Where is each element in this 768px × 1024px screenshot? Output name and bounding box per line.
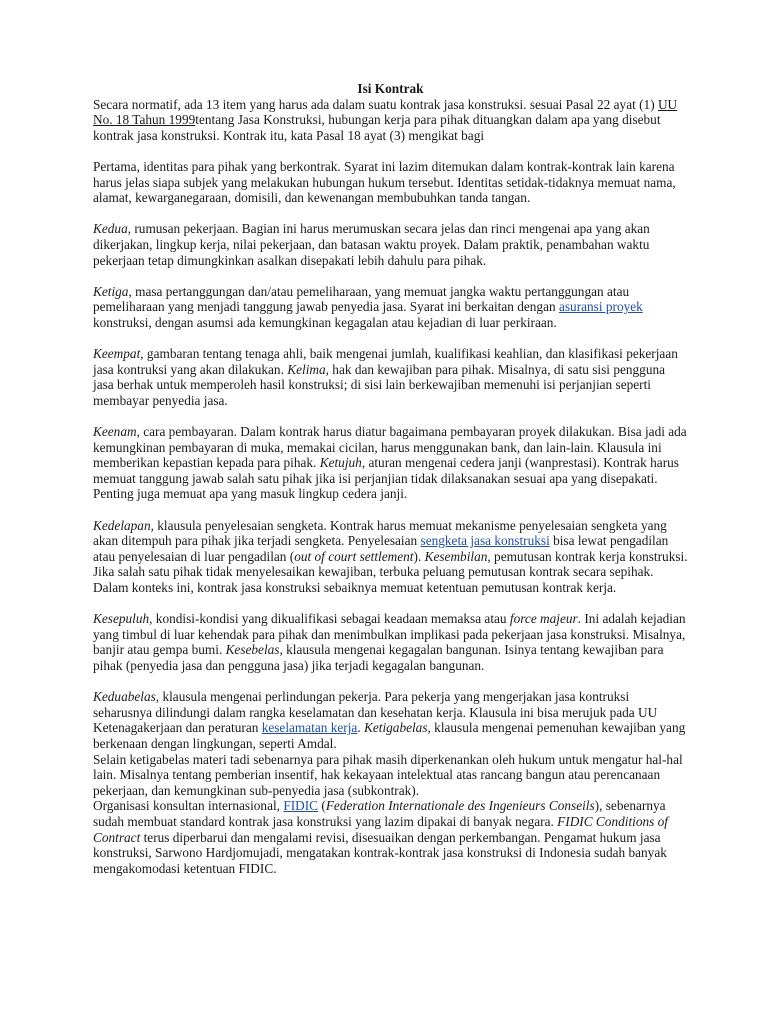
keselamatan-kerja-link[interactable]: keselamatan kerja <box>261 720 358 736</box>
paragraph-selain: Selain ketigabelas materi tadi sebenarnya para pihak masih diperkenankan oleh hukum untuk mengatur hal-hal lain. Misalnya tentang pemberian insentif, hak kekayaan intelektual atas rancang bangun atau perencanaan pekerjaan, dan kemungkinan sub-penyedia jasa (subkontrak). <box>93 751 683 798</box>
paragraph-ketiga: Ketiga, masa pertanggungan dan/atau pemeliharaan, yang memuat jangka waktu pertanggungan atau pemeliharaan yang menjadi tanggung jawab penyedia jasa. Syarat ini berkaitan dengan asuransi proyek konstruksi, dengan asumsi ada kemungkinan kegagalan atau kejadian di luar perkiraan. <box>93 283 643 330</box>
asuransi-proyek-link[interactable]: asuransi proyek <box>558 299 643 315</box>
paragraph-keempat: Keempat, gambaran tentang tenaga ahli, baik mengenai jumlah, kualifikasi keahlian, dan klasifikasi pekerjaan jasa kontruksi yang akan dilakukan. Kelima, hak dan kewajiban para pihak. Misalnya, di satu sisi pengguna jasa berhak untuk memperoleh hasil konstruksi; di sisi lain berkewajiban memenuhi isi perjanjian seperti membayar penyedia jasa. <box>93 346 678 408</box>
fidic-link[interactable]: FIDIC <box>283 798 319 814</box>
intro-paragraph: Secara normatif, ada 13 item yang harus ada dalam suatu kontrak jasa konstruksi. sesuai Pasal 22 ayat (1) UU No. 18 Tahun 1999tentang Jasa Konstruksi, hubungan kerja para pihak dituangkan dalam apa yang disebut kontrak jasa konstruksi. Kontrak itu, kata Pasal 18 ayat (3) mengikat bagi <box>93 96 678 143</box>
paragraph-keenam: Keenam, cara pembayaran. Dalam kontrak harus diatur bagaimana pembayaran proyek dilakukan. Bisa jadi ada kemungkinan pembayaran di muka, memakai cicilan, harus menggunakan bank, dan lain-lain. Klausula ini memberikan kepastian kepada para pihak. Ketujuh, aturan mengenai cedera janji (wanprestasi). Kontrak harus memuat tanggung jawab salah satu pihak jika isi perjanjian tidak dilaksanakan sesuai apa yang disepakati. Penting juga memuat apa yang masuk lingkup cedera janji. <box>93 424 687 502</box>
paragraph-pertama: Pertama, identitas para pihak yang berkontrak. Syarat ini lazim ditemukan dalam kontrak-kontrak lain karena harus jelas siapa subjek yang melakukan hubungan hukum tersebut. Identitas setidak-tidaknya memuat nama, alamat, kewarganegaraan, domisili, dan kewenangan membubuhkan tanda tangan. <box>93 158 676 206</box>
paragraph-kedua: Kedua, rumusan pekerjaan. Bagian ini harus merumuskan secara jelas dan rinci mengenai apa yang akan dikerjakan, lingkup kerja, nilai pekerjaan, dan batasan waktu proyek. Dalam praktik, penambahan waktu pekerjaan tetap dimungkinkan asalkan disepakati lebih dahulu para pihak. <box>93 221 650 268</box>
paragraph-fidic: Organisasi konsultan internasional, FIDIC (Federation Internationale des Ingenieurs Conseils), sebenarnya sudah membuat standard kontrak jasa konstruksi yang lazim dipakai di banyak negara. FIDIC Conditions of Contract terus diperbarui dan mengalami revisi, disesuaikan dengan perkembangan. Pengamat hukum jasa konstruksi, Sarwono Hardjomujadi, mengatakan kontrak-kontrak jasa konstruksi di Indonesia sudah banyak mengakomodasi ketentuan FIDIC. <box>93 798 668 876</box>
uu-link[interactable]: UU No. 18 Tahun 1999 <box>93 96 678 128</box>
document-body <box>93 81 688 876</box>
paragraph-kedelapan: Kedelapan, klausula penyelesaian sengketa. Kontrak harus memuat mekanisme penyelesaian sengketa yang akan ditempuh para pihak jika terjadi sengketa. Penyelesaian sengketa jasa konstruksi bisa lewat pengadilan atau penyelesaian di luar pengadilan (out of court settlement). Kesembilan, pemutusan kontrak kerja konstruksi. Jika salah satu pihak tidak menyelesaikan kewajiban, terbuka peluang pemutusan kontrak secara sepihak. Dalam konteks ini, kontrak jasa konstruksi sebaiknya memuat ketentuan pemutusan kontrak kerja. <box>93 517 688 595</box>
paragraph-keduabelas: Keduabelas, klausula mengenai perlindungan pekerja. Para pekerja yang mengerjakan jasa kontruksi seharusnya dilindungi dalam rangka keselamatan dan kesehatan kerja. Klausula ini bisa merujuk pada UU Ketenagakerjaan dan peraturan keselamatan kerja. Ketigabelas, klausula mengenai pemenuhan kewajiban yang berkenaan dengan lingkungan, seperti Amdal. <box>93 689 686 751</box>
paragraph-kesepuluh: Kesepuluh, kondisi-kondisi yang dikualifikasi sebagai keadaan memaksa atau force majeur. Ini adalah kejadian yang timbul di luar kehendak para pihak dan menimbulkan implikasi pada pekerjaan jasa konstruksi. Misalnya, banjir atau gempa bumi. Kesebelas, klausula mengenai kegagalan bangunan. Isinya tentang kewajiban para pihak (penyedia jasa dan pengguna jasa) jika terjadi kegagalan bangunan. <box>93 611 686 673</box>
sengketa-jasa-konstruksi-link[interactable]: sengketa jasa konstruksi <box>420 533 550 549</box>
document-title: Isi Kontrak <box>357 81 424 96</box>
